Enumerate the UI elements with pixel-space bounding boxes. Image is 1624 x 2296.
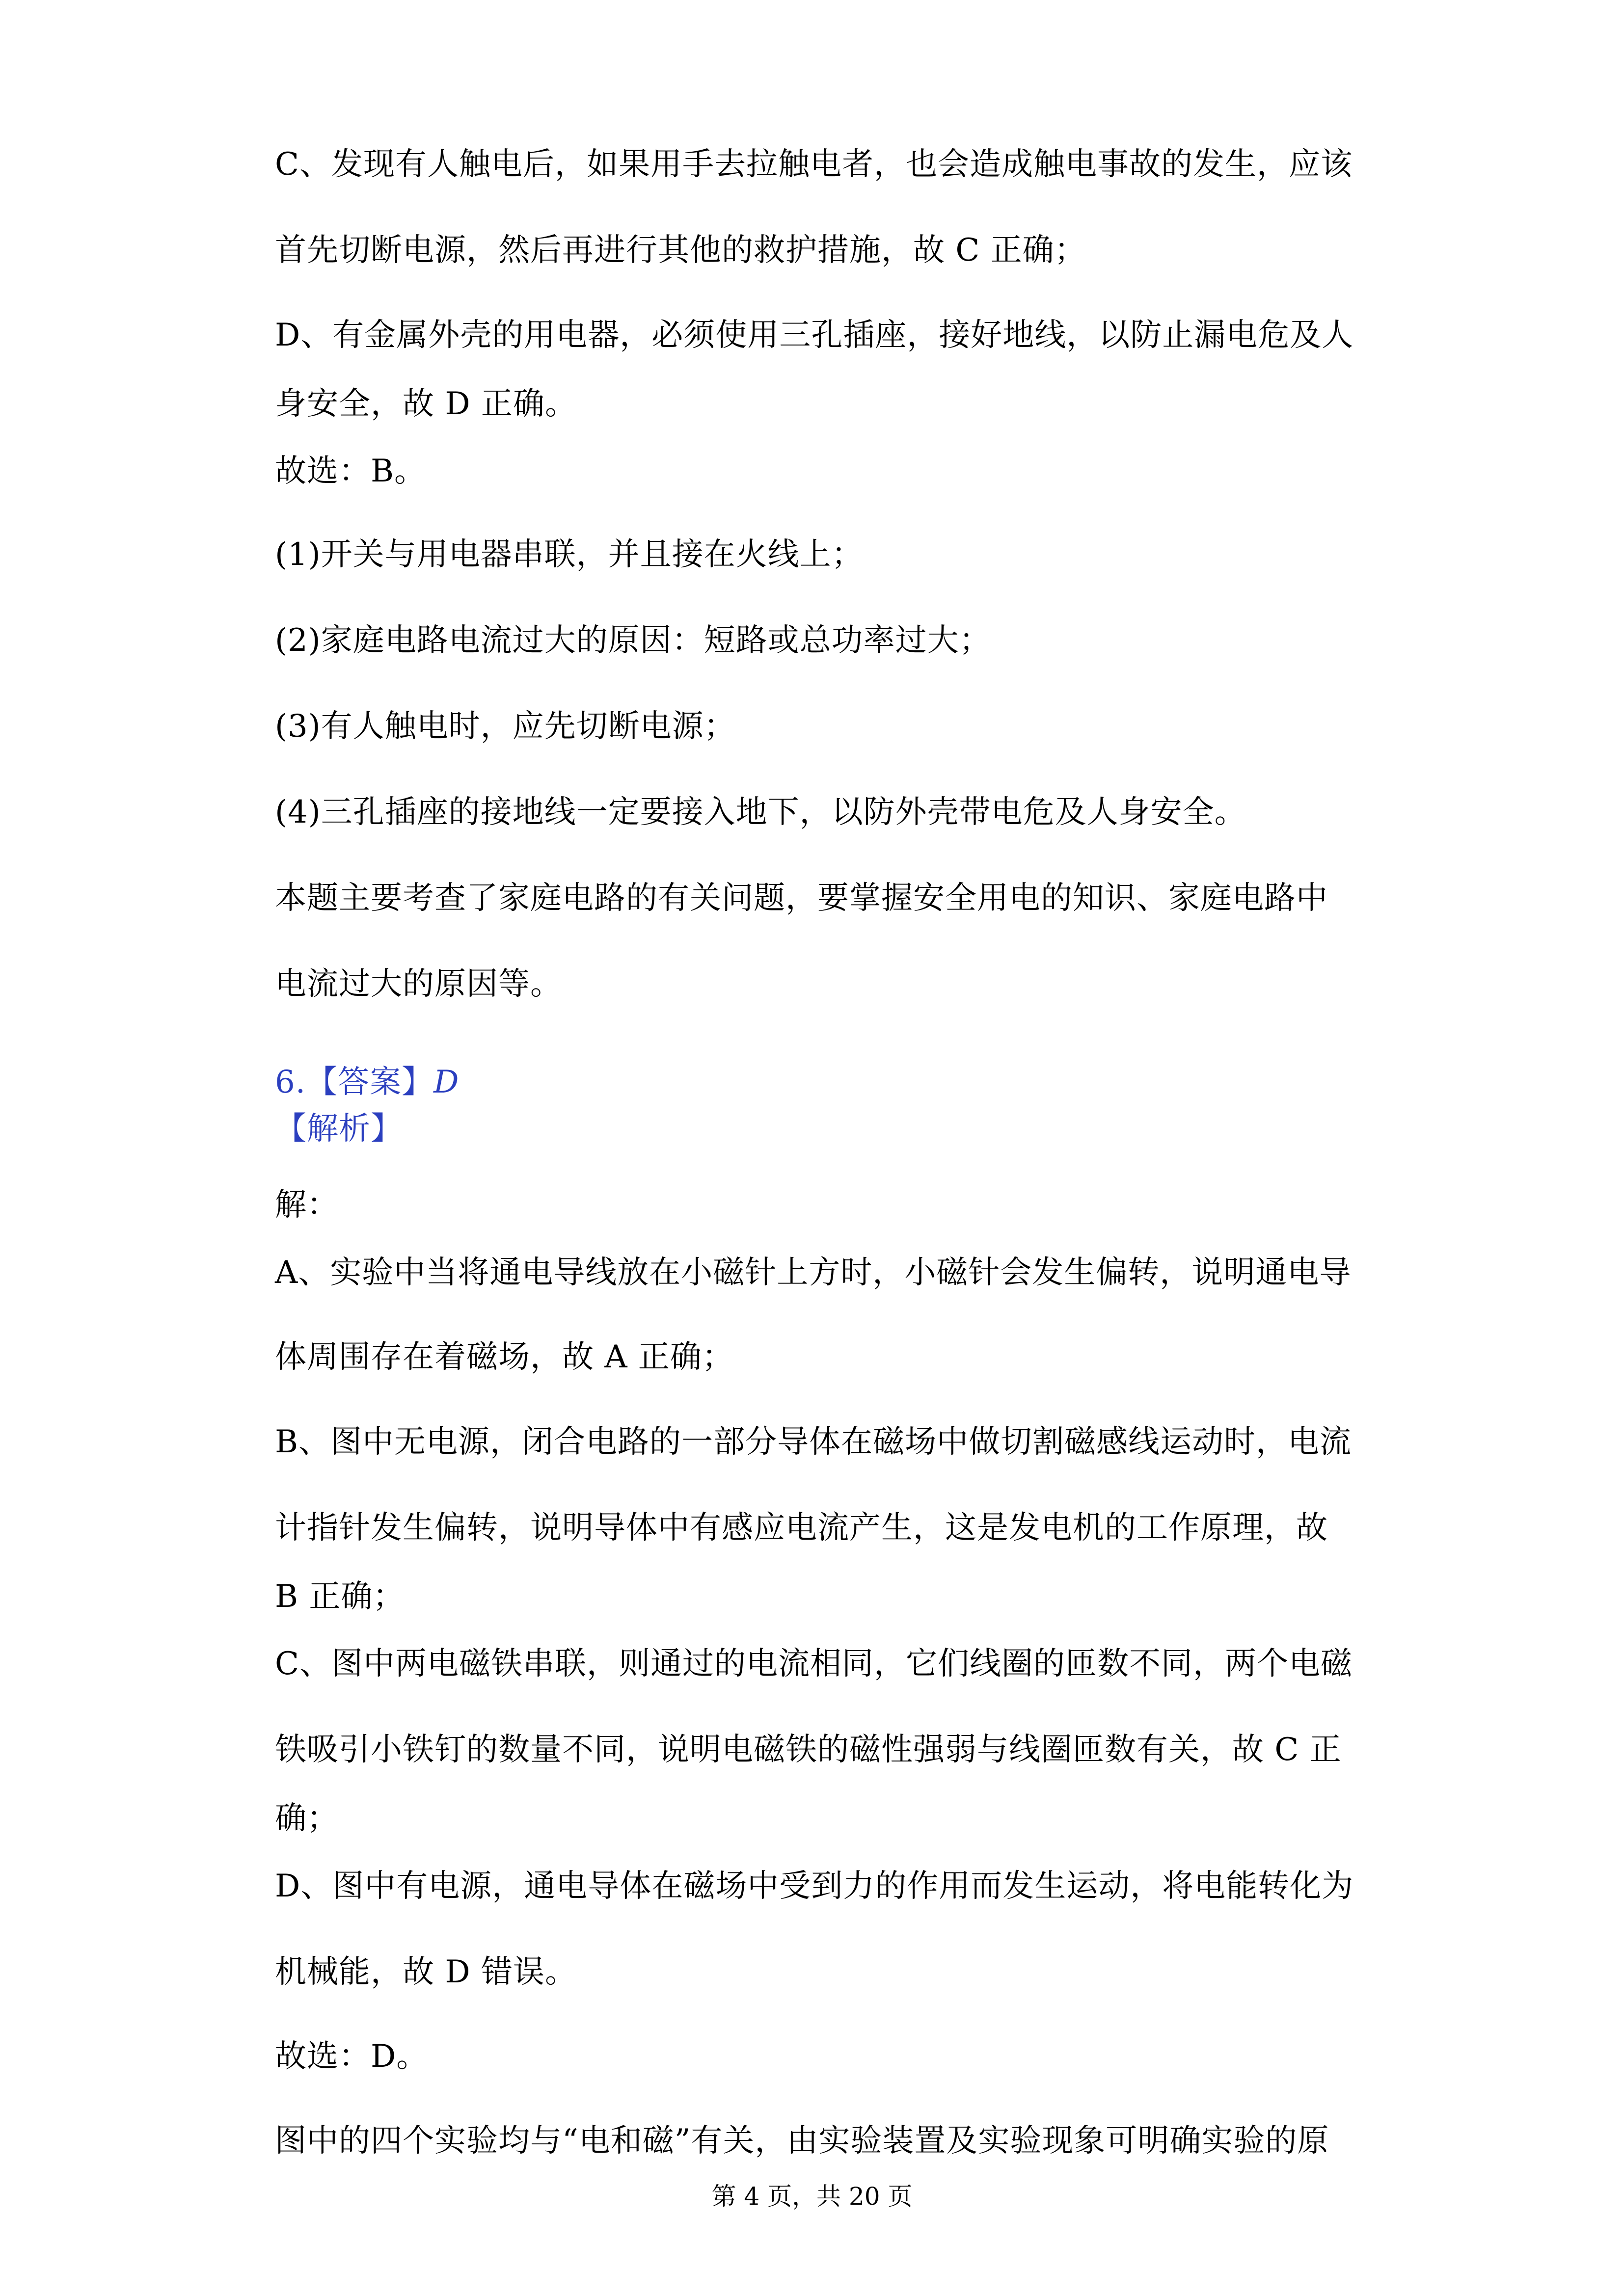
q6-analysis-label: 【解析】 [275, 1111, 403, 1147]
q6-option-d-line-2: 机械能，故 D 错误。 [275, 1954, 577, 1990]
q6-option-b-line-1: B、图中无电源，闭合电路的一部分导体在磁场中做切割磁感线运动时，电流 [275, 1424, 1352, 1460]
q6-answer-prefix: 6.【答案】 [275, 1064, 434, 1100]
q6-answer [275, 1060, 1355, 1104]
page-footer: 第 4 页，共 20 页 [711, 2182, 913, 2211]
prev-option-c-line-1: C、发现有人触电后，如果用手去拉触电者，也会造成触电事故的发生，应该 [275, 146, 1353, 183]
q6-option-b-line-2: 计指针发生偏转，说明导体中有感应电流产生，这是发电机的工作原理，故 [275, 1510, 1328, 1546]
q6-option-c-line-2: 铁吸引小铁钉的数量不同，说明电磁铁的磁性强弱与线圈匝数有关，故 C 正 [275, 1732, 1342, 1768]
prev-choice: 故选：B。 [275, 453, 427, 489]
q6-option-c-line-3: 确； [275, 1800, 339, 1837]
q6-option-b-line-3: B 正确； [275, 1578, 405, 1615]
prev-point-2: (2)家庭电路电流过大的原因：短路或总功率过大； [275, 622, 991, 659]
prev-option-d-line-1: D、有金属外壳的用电器，必须使用三孔插座，接好地线，以防止漏电危及人 [275, 317, 1354, 353]
prev-point-1: (1)开关与用电器串联，并且接在火线上； [275, 536, 864, 573]
q6-summary-line-1: 图中的四个实验均与“电和磁”有关，由实验装置及实验现象可明确实验的原 [275, 2123, 1329, 2159]
prev-summary-line-2: 电流过大的原因等。 [275, 966, 562, 1002]
prev-point-4: (4)三孔插座的接地线一定要接入地下，以防外壳带电危及人身安全。 [275, 794, 1246, 830]
q6-answer-letter: D [433, 1064, 460, 1100]
q6-intro: 解： [275, 1187, 339, 1223]
q6-option-d-line-1: D、图中有电源，通电导体在磁场中受到力的作用而发生运动，将电能转化为 [275, 1868, 1354, 1904]
prev-option-d-line-2: 身安全，故 D 正确。 [275, 386, 577, 422]
prev-option-c-line-2: 首先切断电源，然后再进行其他的救护措施，故 C 正确； [275, 232, 1086, 268]
prev-point-3: (3)有人触电时，应先切断电源； [275, 708, 736, 745]
q6-option-a-line-1: A、实验中当将通电导线放在小磁针上方时，小磁针会发生偏转，说明通电导 [275, 1255, 1352, 1291]
q6-option-a-line-2: 体周围存在着磁场，故 A 正确； [275, 1339, 734, 1375]
q6-option-c-line-1: C、图中两电磁铁串联，则通过的电流相同，它们线圈的匝数不同，两个电磁 [275, 1646, 1353, 1682]
prev-summary-line-1: 本题主要考查了家庭电路的有关问题，要掌握安全用电的知识、家庭电路中 [275, 880, 1328, 916]
q6-choice: 故选：D。 [275, 2038, 429, 2075]
